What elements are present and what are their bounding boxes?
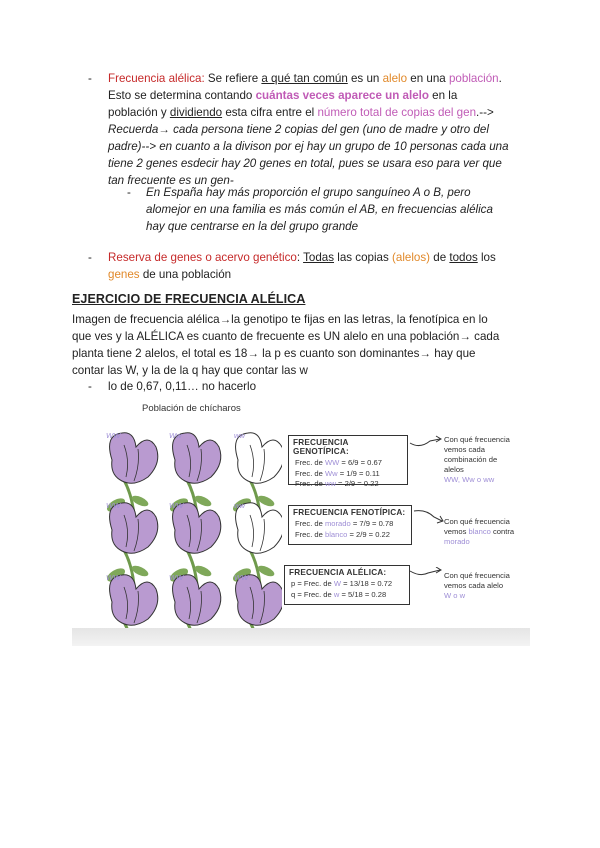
term: Reserva de genes o acervo genético: [108, 251, 297, 264]
bullet-line: [108, 70, 528, 87]
genotypic-note: [444, 435, 510, 485]
figure-caption: Población de chícharos: [142, 403, 241, 414]
text: en una: [407, 72, 449, 85]
flower-purple: [168, 575, 221, 635]
figure-bottom-bar: [72, 628, 530, 646]
text: en la: [428, 89, 458, 102]
text: las copias: [334, 251, 393, 264]
text: = 2/9 = 0.22: [347, 529, 391, 539]
box-line: [295, 530, 405, 541]
text: = 13/18 = 0.72: [341, 579, 393, 588]
box-line: [295, 479, 401, 490]
text: de una población: [139, 268, 232, 281]
phenotypic-frequency-box: [288, 505, 412, 545]
phenotype: morado: [324, 519, 351, 528]
box-line: [295, 519, 405, 530]
exercise-line: planta tiene 2 alelos, el total es 18→ la p es cuanto son dominantes→ hay que: [72, 347, 476, 360]
genotype: WW: [324, 458, 340, 467]
box-title: FRECUENCIA GENOTÍPICA:: [293, 438, 349, 456]
bullet-line: [108, 266, 528, 283]
arrow-icon: [408, 435, 448, 455]
bullet-dash: -: [88, 72, 92, 85]
phenotypic-note: [444, 517, 514, 547]
note-line: Con qué frecuencia: [444, 517, 510, 526]
pea-population-figure: [72, 395, 530, 645]
text: población y: [108, 106, 170, 119]
note-line: [444, 527, 514, 537]
exercise-line: Imagen de frecuencia alélica→la genotipo te fijas en las letras, la fenotípica en lo: [72, 313, 488, 326]
underlined-text: a qué tan común: [261, 72, 348, 85]
text: q = Frec. de: [291, 589, 334, 599]
text: p = Frec. de: [291, 579, 334, 588]
flower-label: ww: [234, 431, 245, 440]
text: = 7/9 = 0.78: [350, 519, 394, 528]
arrow-icon: [408, 567, 448, 587]
text: .-->: [476, 106, 494, 119]
text: .: [498, 72, 502, 85]
sub-bullet-line: alomejor en una familia es más común el AB, en frecuencias alélica: [146, 203, 493, 216]
text: es un: [347, 72, 383, 85]
text: de: [430, 251, 450, 264]
note-line: combinación de: [444, 455, 498, 464]
text: Frec. de: [295, 479, 325, 488]
phenotype: blanco: [468, 527, 491, 536]
note-line: vemos cada: [444, 445, 485, 454]
box-title: FRECUENCIA FENOTÍPICA:: [293, 508, 406, 517]
note-line: Con qué frecuencia: [444, 435, 510, 444]
allelic-frequency-box: [284, 565, 410, 605]
text: Se refiere: [204, 72, 262, 85]
note-line: Con qué frecuencia: [444, 571, 510, 580]
text: = 2/9 = 0.22: [335, 479, 379, 488]
box-line: [291, 590, 403, 601]
highlight-word: alelo: [382, 72, 408, 85]
text: :: [296, 251, 304, 264]
flower-label: WW: [106, 431, 121, 440]
bullet-line: [108, 104, 528, 121]
bullet-line: tiene 2 genes esdecir hay 20 genes en total, pues se usara eso para ver que: [108, 157, 502, 170]
box-line: [295, 458, 401, 469]
text: Esto se determina contando: [108, 89, 256, 102]
flower-label: Ww: [169, 431, 182, 440]
note-line: alelos: [444, 465, 464, 474]
text: Frec. de: [295, 458, 325, 467]
allele: w: [333, 589, 340, 599]
underlined-text: dividiendo: [169, 106, 223, 119]
flower-purple: [231, 575, 282, 635]
highlight-word: población: [448, 72, 499, 85]
box-line: [291, 579, 403, 590]
exercise-bullet: lo de 0,67, 0,11… no hacerlo: [108, 380, 257, 393]
allelic-note: [444, 571, 510, 601]
text: = 6/9 = 0.67: [339, 458, 382, 467]
bullet-line: tan frecuente es un gen-: [108, 174, 234, 187]
text: contra: [490, 527, 515, 536]
phenotype: blanco: [324, 529, 348, 539]
highlight-word: genes: [108, 268, 140, 281]
highlight-phrase: cuántas veces aparece un alelo: [255, 89, 429, 102]
note-line: WW, Ww o ww: [444, 475, 495, 484]
genotypic-frequency-box: [288, 435, 408, 488]
genotype: Ww: [324, 468, 338, 478]
genotype: ww: [324, 479, 336, 488]
exercise-line: que ves y la ALÉLICA es cuanto de frecuente es UN alelo en una población→ cada: [72, 330, 500, 343]
flower-label: ww: [234, 501, 245, 510]
sub-bullet-dash: -: [127, 186, 131, 199]
arrow-icon: [412, 507, 448, 527]
text: Frec. de: [295, 468, 325, 478]
sub-bullet-line: En España hay más proporción el grupo sanguíneo A o B, pero: [146, 186, 471, 199]
bullet-line: padre)--> en cuanto a la divison por ej hay un grupo de 10 personas cada una: [108, 140, 509, 153]
box-title: FRECUENCIA ALÉLICA:: [289, 568, 387, 577]
flower-purple: [105, 575, 158, 635]
allele: W: [333, 579, 342, 588]
highlight-word: (alelos): [392, 251, 431, 264]
flower-label: WW: [106, 573, 121, 582]
underlined-text: todos: [449, 251, 478, 264]
bullet-dash: -: [88, 380, 92, 393]
text: los: [477, 251, 496, 264]
bullet-dash: -: [88, 251, 92, 264]
note-line: vemos cada alelo: [444, 581, 504, 590]
bullet-line: [108, 249, 528, 266]
box-line: [295, 469, 401, 480]
exercise-heading: EJERCICIO DE FRECUENCIA ALÉLICA: [72, 292, 306, 306]
flower-label: WW: [169, 501, 184, 510]
bullet-line: Recuerda→ cada persona tiene 2 copias del gen (uno de madre y otro del: [108, 123, 489, 136]
exercise-line: contar las W, y la de la q hay que contar las w: [72, 364, 308, 377]
text: Frec. de: [295, 519, 325, 528]
note-line: morado: [444, 537, 470, 546]
text: = 5/18 = 0.28: [339, 589, 387, 599]
term: Frecuencia alélica:: [108, 72, 205, 85]
sub-bullet-line: hay que centrarse en la del grupo grande: [146, 220, 359, 233]
flower-label: WW: [106, 501, 121, 510]
note-line: W o w: [444, 591, 466, 600]
text: Frec. de: [295, 529, 325, 539]
text: vemos: [444, 527, 469, 536]
flower-label: WW: [169, 573, 184, 582]
bullet-line: [108, 87, 528, 104]
text: = 1/9 = 0.11: [337, 468, 380, 478]
underlined-text: Todas: [303, 251, 335, 264]
highlight-phrase: número total de copias del gen: [317, 106, 477, 119]
flower-label: WW: [234, 573, 249, 582]
text: esta cifra entre el: [222, 106, 318, 119]
